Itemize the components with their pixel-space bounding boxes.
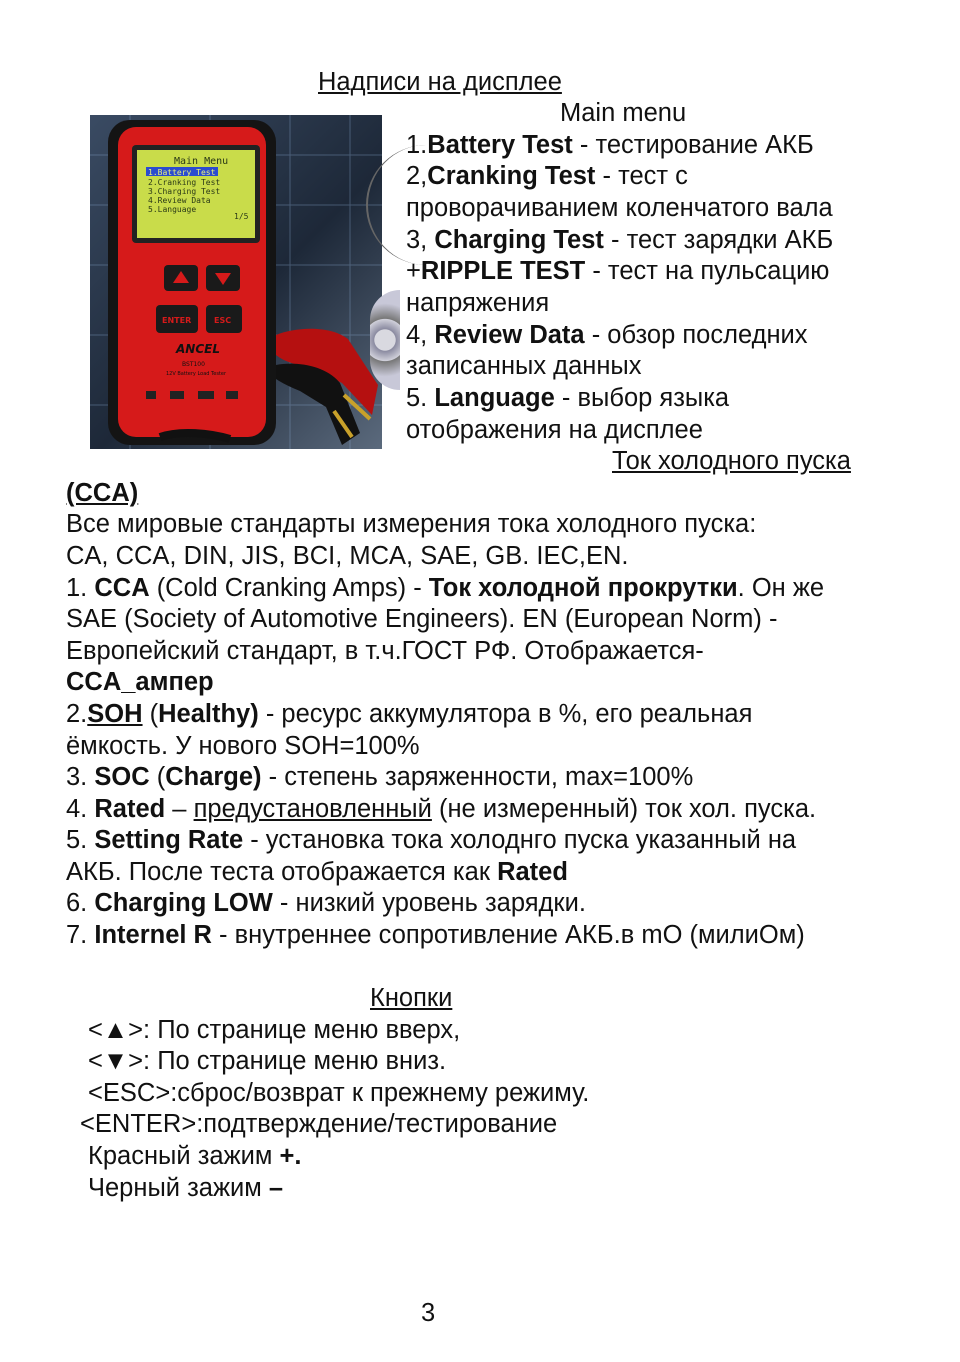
button-desc-enter: <ENTER>:подтверждение/тестирование (80, 1110, 558, 1138)
body-line-1: Все мировые стандарты измерения тока холодного пуска: (66, 510, 757, 538)
menu-line-8: записанных данных (406, 352, 642, 380)
cca-abbr: (CCA) (66, 479, 139, 507)
brand-logo: ANCEL (176, 342, 220, 356)
screen-item-1: 1.Battery Test (148, 168, 216, 177)
menu-line-1: 1.Battery Test - тестирование АКБ (406, 131, 814, 159)
main-menu-title: Main menu (560, 99, 687, 127)
body-line-13: 6. Charging LOW - низкий уровень зарядки. (66, 889, 586, 917)
page-number: 3 (421, 1299, 436, 1327)
button-desc-down: <▼>: По странице меню вниз. (88, 1047, 447, 1075)
decorative-disc (370, 290, 400, 390)
body-line-2: CA, CCA, DIN, JIS, BCI, MCA, SAE, GB. IEC,EN. (66, 542, 629, 570)
clamp-black-line: Черный зажим – (88, 1174, 284, 1202)
buttons-heading: Кнопки (370, 984, 453, 1012)
svg-text:ENTER: ENTER (162, 316, 192, 325)
body-line-6: CCA_ампер (66, 668, 214, 696)
menu-line-10: отображения на дисплее (406, 416, 703, 444)
page-title: Надписи на дисплее (318, 68, 562, 96)
menu-line-2: 2,Cranking Test - тест с (406, 162, 688, 190)
screen-item-2: 2.Cranking Test (148, 178, 221, 187)
menu-line-3: проворачиванием коленчатого вала (406, 194, 833, 222)
body-line-11: 5. Setting Rate - установка тока холоднго пуска указанный на (66, 826, 797, 854)
body-line-4: SAE (Society of Automotive Engineers). EN (European Norm) - (66, 605, 778, 633)
button-desc-up: <▲>: По странице меню вверх, (88, 1016, 461, 1044)
cca-heading: Ток холодного пуска (612, 447, 851, 475)
screen-item-3: 3.Charging Test (148, 187, 221, 196)
model-label: BST100 (182, 361, 205, 368)
button-desc-esc: <ESC>:сброс/возврат к прежнему режиму. (88, 1079, 590, 1107)
screen-title: Main Menu (174, 156, 229, 167)
menu-line-6: напряжения (406, 289, 550, 317)
screen-item-4: 4.Review Data (148, 196, 211, 205)
body-line-5: Европейский стандарт, в т.ч.ГОСТ РФ. Отображается- (66, 637, 704, 665)
body-line-8: ёмкость. У нового SOH=100% (66, 732, 420, 760)
body-line-10: 4. Rated – предустановленный (не измеренный) ток хол. пуска. (66, 795, 817, 823)
clamp-red-line: Красный зажим +. (88, 1142, 302, 1170)
body-line-9: 3. SOC (Charge) - степень заряженности, max=100% (66, 763, 694, 791)
screen-page: 1/5 (234, 212, 249, 221)
svg-text:ESC: ESC (214, 316, 232, 325)
menu-line-9: 5. Language - выбор языка (406, 384, 730, 412)
tagline: 12V Battery Load Tester (166, 371, 227, 377)
body-line-3: 1. CCA (Cold Cranking Amps) - Ток холодной прокрутки. Он же (66, 574, 825, 602)
body-line-7: 2.SOH (Healthy) - ресурс аккумулятора в %, его реальная (66, 700, 753, 728)
body-line-12: АКБ. После теста отображается как Rated (66, 858, 568, 886)
menu-line-4: 3, Charging Test - тест зарядки АКБ (406, 226, 834, 254)
screen-item-5: 5.Language (148, 205, 197, 214)
body-line-14: 7. Internel R - внутреннее сопротивление АКБ.в mO (милиОм) (66, 921, 805, 949)
battery-tester-photo (90, 115, 382, 449)
menu-line-7: 4, Review Data - обзор последних (406, 321, 808, 349)
menu-line-5: +RIPPLE TEST - тест на пульсацию (406, 257, 830, 285)
